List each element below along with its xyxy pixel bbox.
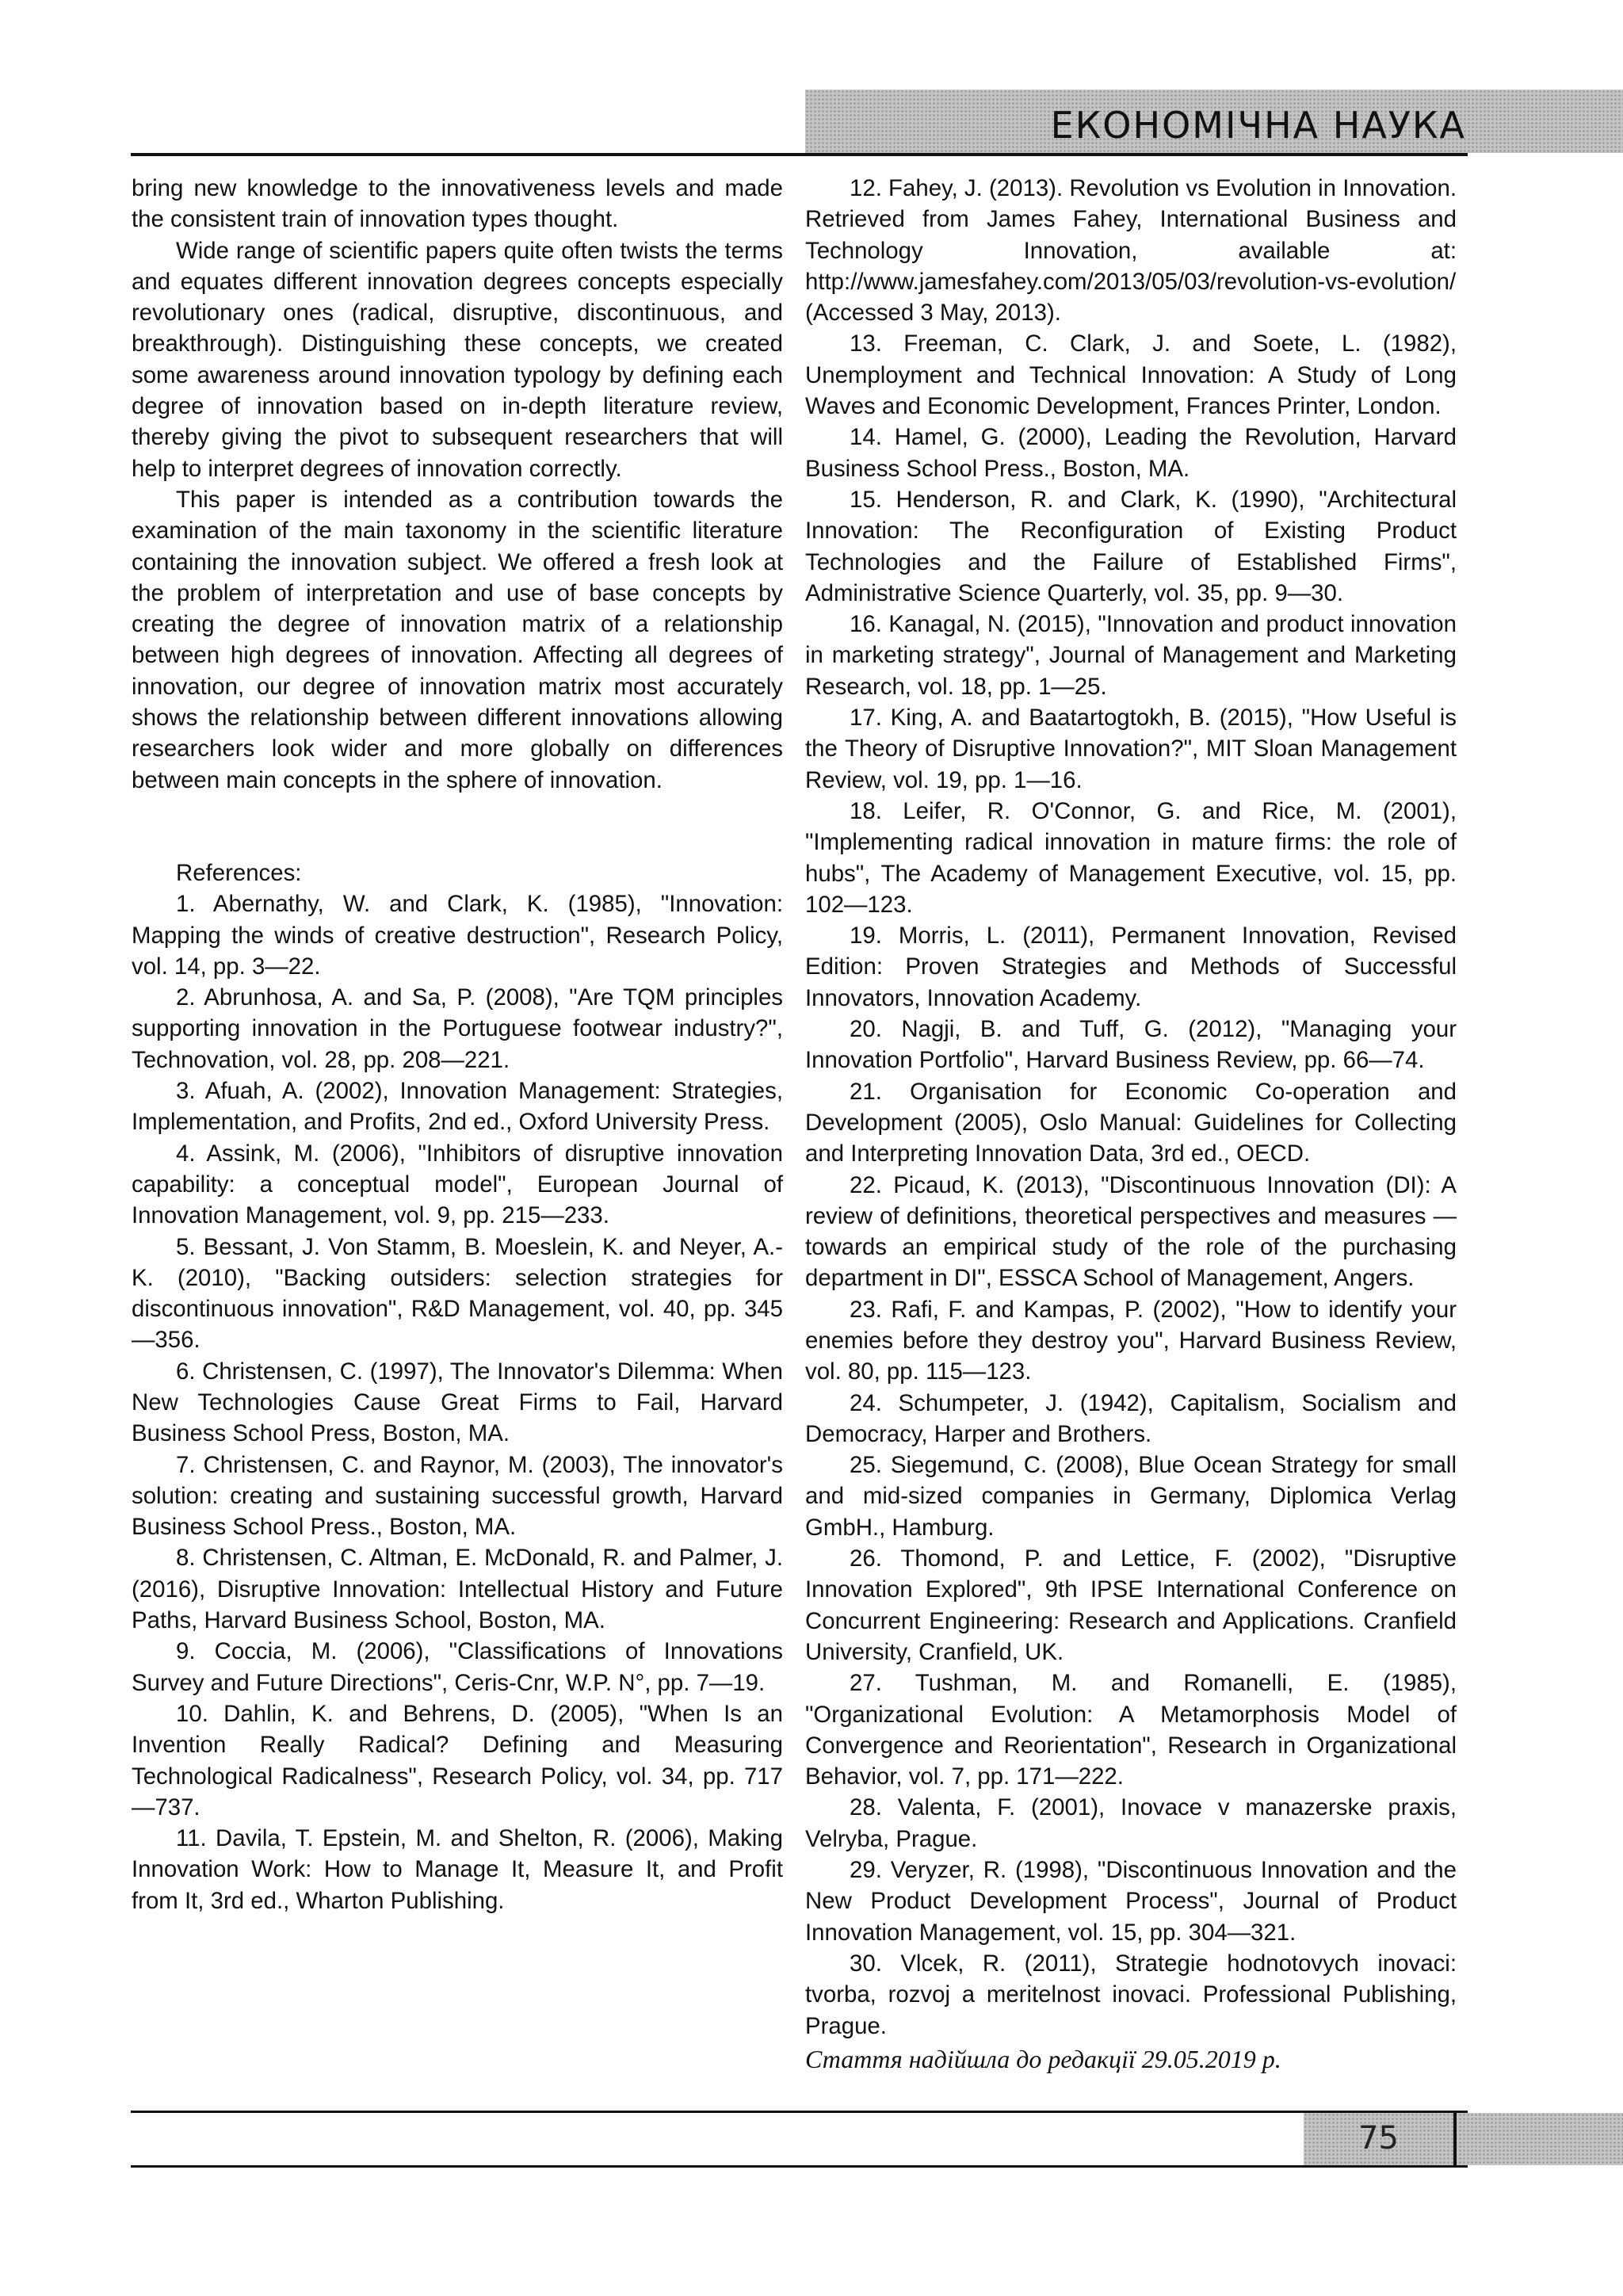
page-number: 75 [1358,2120,1399,2157]
reference-item: 29. Veryzer, R. (1998), "Discontinuous Innovation and the New Product Development Process", Journal of Product Innovation Management, vol. 15, pp. 304—321. [805,1857,1457,1946]
reference-item: 4. Assink, M. (2006), "Inhibitors of disruptive innovation capability: a conceptual model", European Journal of Innovation Management, vol. 9, pp. 215—233. [132,1140,783,1229]
received-date-note: Стаття надійшла до редакції 29.05.2019 р. [805,2044,1281,2073]
reference-item: 17. King, A. and Baatartogtokh, B. (2015), "How Useful is the Theory of Disruptive Innovation?", MIT Sloan Management Review, vol. 19, pp. 1—16. [805,705,1457,793]
reference-item: 13. Freeman, C. Clark, J. and Soete, L. (1982), Unemployment and Technical Innovation: A Study of Long Waves and Economic Development, Frances Printer, London. [805,330,1457,420]
reference-item: 1. Abernathy, W. and Clark, K. (1985), "Innovation: Mapping the winds of creative destruction", Research Policy, vol. 14, pp. 3—22. [132,891,783,980]
body-paragraph: Wide range of scientific papers quite often twists the terms and equates different innovation degrees concepts especially revolutionary ones (radical, disruptive, discontinuous, and breakthrough). Distinguishing these concepts, we created some awareness around innovation typology by defining each degree of innovation based on in-depth literature review, thereby giving the pivot to subsequent researchers that will help to interpret degrees of innovation correctly. [132,237,783,482]
reference-item: 11. Davila, T. Epstein, M. and Shelton, R. (2006), Making Innovation Work: How to Manage It, Measure It, and Profit from It, 3rd ed., Wharton Publishing. [132,1825,783,1914]
reference-item: 15. Henderson, R. and Clark, K. (1990), "Architectural Innovation: The Reconfiguration of Existing Product Technologies and the Failure of Established Firms", Administrative Science Quarterly, vol. 35, pp. 9—30. [805,486,1457,606]
reference-item: 14. Hamel, G. (2000), Leading the Revolution, Harvard Business School Press., Boston, MA. [805,424,1457,482]
reference-item: 23. Rafi, F. and Kampas, P. (2002), "How to identify your enemies before they destroy you", Harvard Business Review, vol. 80, pp. 115—123. [805,1296,1457,1385]
reference-item: 25. Siegemund, C. (2008), Blue Ocean Strategy for small and mid-sized companies in Germany, Diplomica Verlag GmbH., Hamburg. [805,1452,1457,1541]
journal-title: ЕКОНОМІЧНА НАУКА [1050,104,1466,147]
footer-divider-top [131,2111,1468,2113]
header-divider [131,153,1468,156]
reference-item: 12. Fahey, J. (2013). Revolution vs Evolution in Innovation. Retrieved from James Fahey, International Business and Technology Innovation, available at: http://www.jamesfahey.com/2013/05/03/revolution-vs-evolution/ (Accessed 3 May, 2013). [805,175,1457,327]
reference-item: 22. Picaud, K. (2013), "Discontinuous Innovation (DI): A review of definitions, theoretical perspectives and measures — towards an empirical study of the role of the purchasing department in DI", ESSCA School of Management, Angers. [805,1171,1457,1292]
reference-list-left [132,888,783,1916]
body-paragraph: This paper is intended as a contribution towards the examination of the main taxonomy in the scientific literature containing the innovation subject. We offered a fresh look at the problem of interpretation and use of base concepts by creating the degree of innovation matrix of a relationship between high degrees of innovation. Affecting all degrees of innovation, our degree of innovation matrix most accurately shows the relationship between different innovations allowing researchers look wider and more globally on differences between main concepts in the sphere of innovation. [132,486,783,793]
reference-list-right [805,173,1457,2042]
reference-item: 5. Bessant, J. Von Stamm, B. Moeslein, K. and Neyer, A.-K. (2010), "Backing outsiders: selection strategies for discontinuous innovation", R&D Management, vol. 40, pp. 345—356. [132,1233,783,1354]
left-column [132,173,783,1916]
references-heading: References: [176,859,302,886]
reference-item: 16. Kanagal, N. (2015), "Innovation and product innovation in marketing strategy", Journal of Management and Marketing Research, vol. 18, pp. 1—25. [805,611,1457,700]
reference-item: 9. Coccia, M. (2006), "Classifications of Innovations Survey and Future Directions", Ceris-Cnr, W.P. N°, pp. 7—19. [132,1638,783,1696]
reference-item: 3. Afuah, A. (2002), Innovation Management: Strategies, Implementation, and Profits, 2nd ed., Oxford University Press. [132,1078,783,1136]
footer-divider-bottom [131,2165,1468,2168]
reference-item: 21. Organisation for Economic Co-operation and Development (2005), Oslo Manual: Guidelines for Collecting and Interpreting Innovation Data, 3rd ed., OECD. [805,1078,1457,1167]
reference-item: 28. Valenta, F. (2001), Inovace v manazerske praxis, Velryba, Prague. [805,1794,1457,1852]
reference-item: 26. Thomond, P. and Lettice, F. (2002), "Disruptive Innovation Explored", 9th IPSE International Conference on Concurrent Engineering: Research and Applications. Cranfield University, Cranfield, UK. [805,1545,1457,1665]
reference-item: 7. Christensen, C. and Raynor, M. (2003), The innovator's solution: creating and sustaining successful growth, Harvard Business School Press., Boston, MA. [132,1451,783,1541]
reference-item: 6. Christensen, C. (1997), The Innovator's Dilemma: When New Technologies Cause Great Firms to Fail, Harvard Business School Press, Boston, MA. [132,1358,783,1447]
reference-item: 10. Dahlin, K. and Behrens, D. (2005), "When Is an Invention Really Radical? Defining and Measuring Technological Radicalness", Research Policy, vol. 34, pp. 717—737. [132,1700,783,1820]
reference-item: 18. Leifer, R. O'Connor, G. and Rice, M. (2001), "Implementing radical innovation in mature firms: the role of hubs", The Academy of Management Executive, vol. 15, pp. 102—123. [805,797,1457,918]
reference-item: 30. Vlcek, R. (2011), Strategie hodnotovych inovaci: tvorba, rozvoj a meritelnost inovaci. Professional Publishing, Prague. [805,1950,1457,2039]
right-column [805,173,1457,2076]
footer-separator [1453,2113,1457,2165]
reference-item: 27. Tushman, M. and Romanelli, E. (1985), "Organizational Evolution: A Metamorphosis Model of Convergence and Reorientation", Research in Organizational Behavior, vol. 7, pp. 171—222. [805,1670,1457,1790]
reference-item: 19. Morris, L. (2011), Permanent Innovation, Revised Edition: Proven Strategies and Methods of Successful Innovators, Innovation Academy. [805,923,1457,1011]
body-paragraph: bring new knowledge to the innovativeness levels and made the consistent train of innovation types thought. [132,175,783,233]
reference-item: 20. Nagji, B. and Tuff, G. (2012), "Managing your Innovation Portfolio", Harvard Business Review, pp. 66—74. [805,1016,1457,1074]
reference-item: 24. Schumpeter, J. (1942), Capitalism, Socialism and Democracy, Harper and Brothers. [805,1389,1457,1447]
section-spacer [132,796,783,858]
reference-item: 8. Christensen, C. Altman, E. McDonald, R. and Palmer, J. (2016), Disruptive Innovation: Intellectual History and Future Paths, Harvard Business School, Boston, MA. [132,1545,783,1634]
reference-item: 2. Abrunhosa, A. and Sa, P. (2008), "Are TQM principles supporting innovation in the Portuguese footwear industry?", Technovation, vol. 28, pp. 208—221. [132,984,783,1073]
